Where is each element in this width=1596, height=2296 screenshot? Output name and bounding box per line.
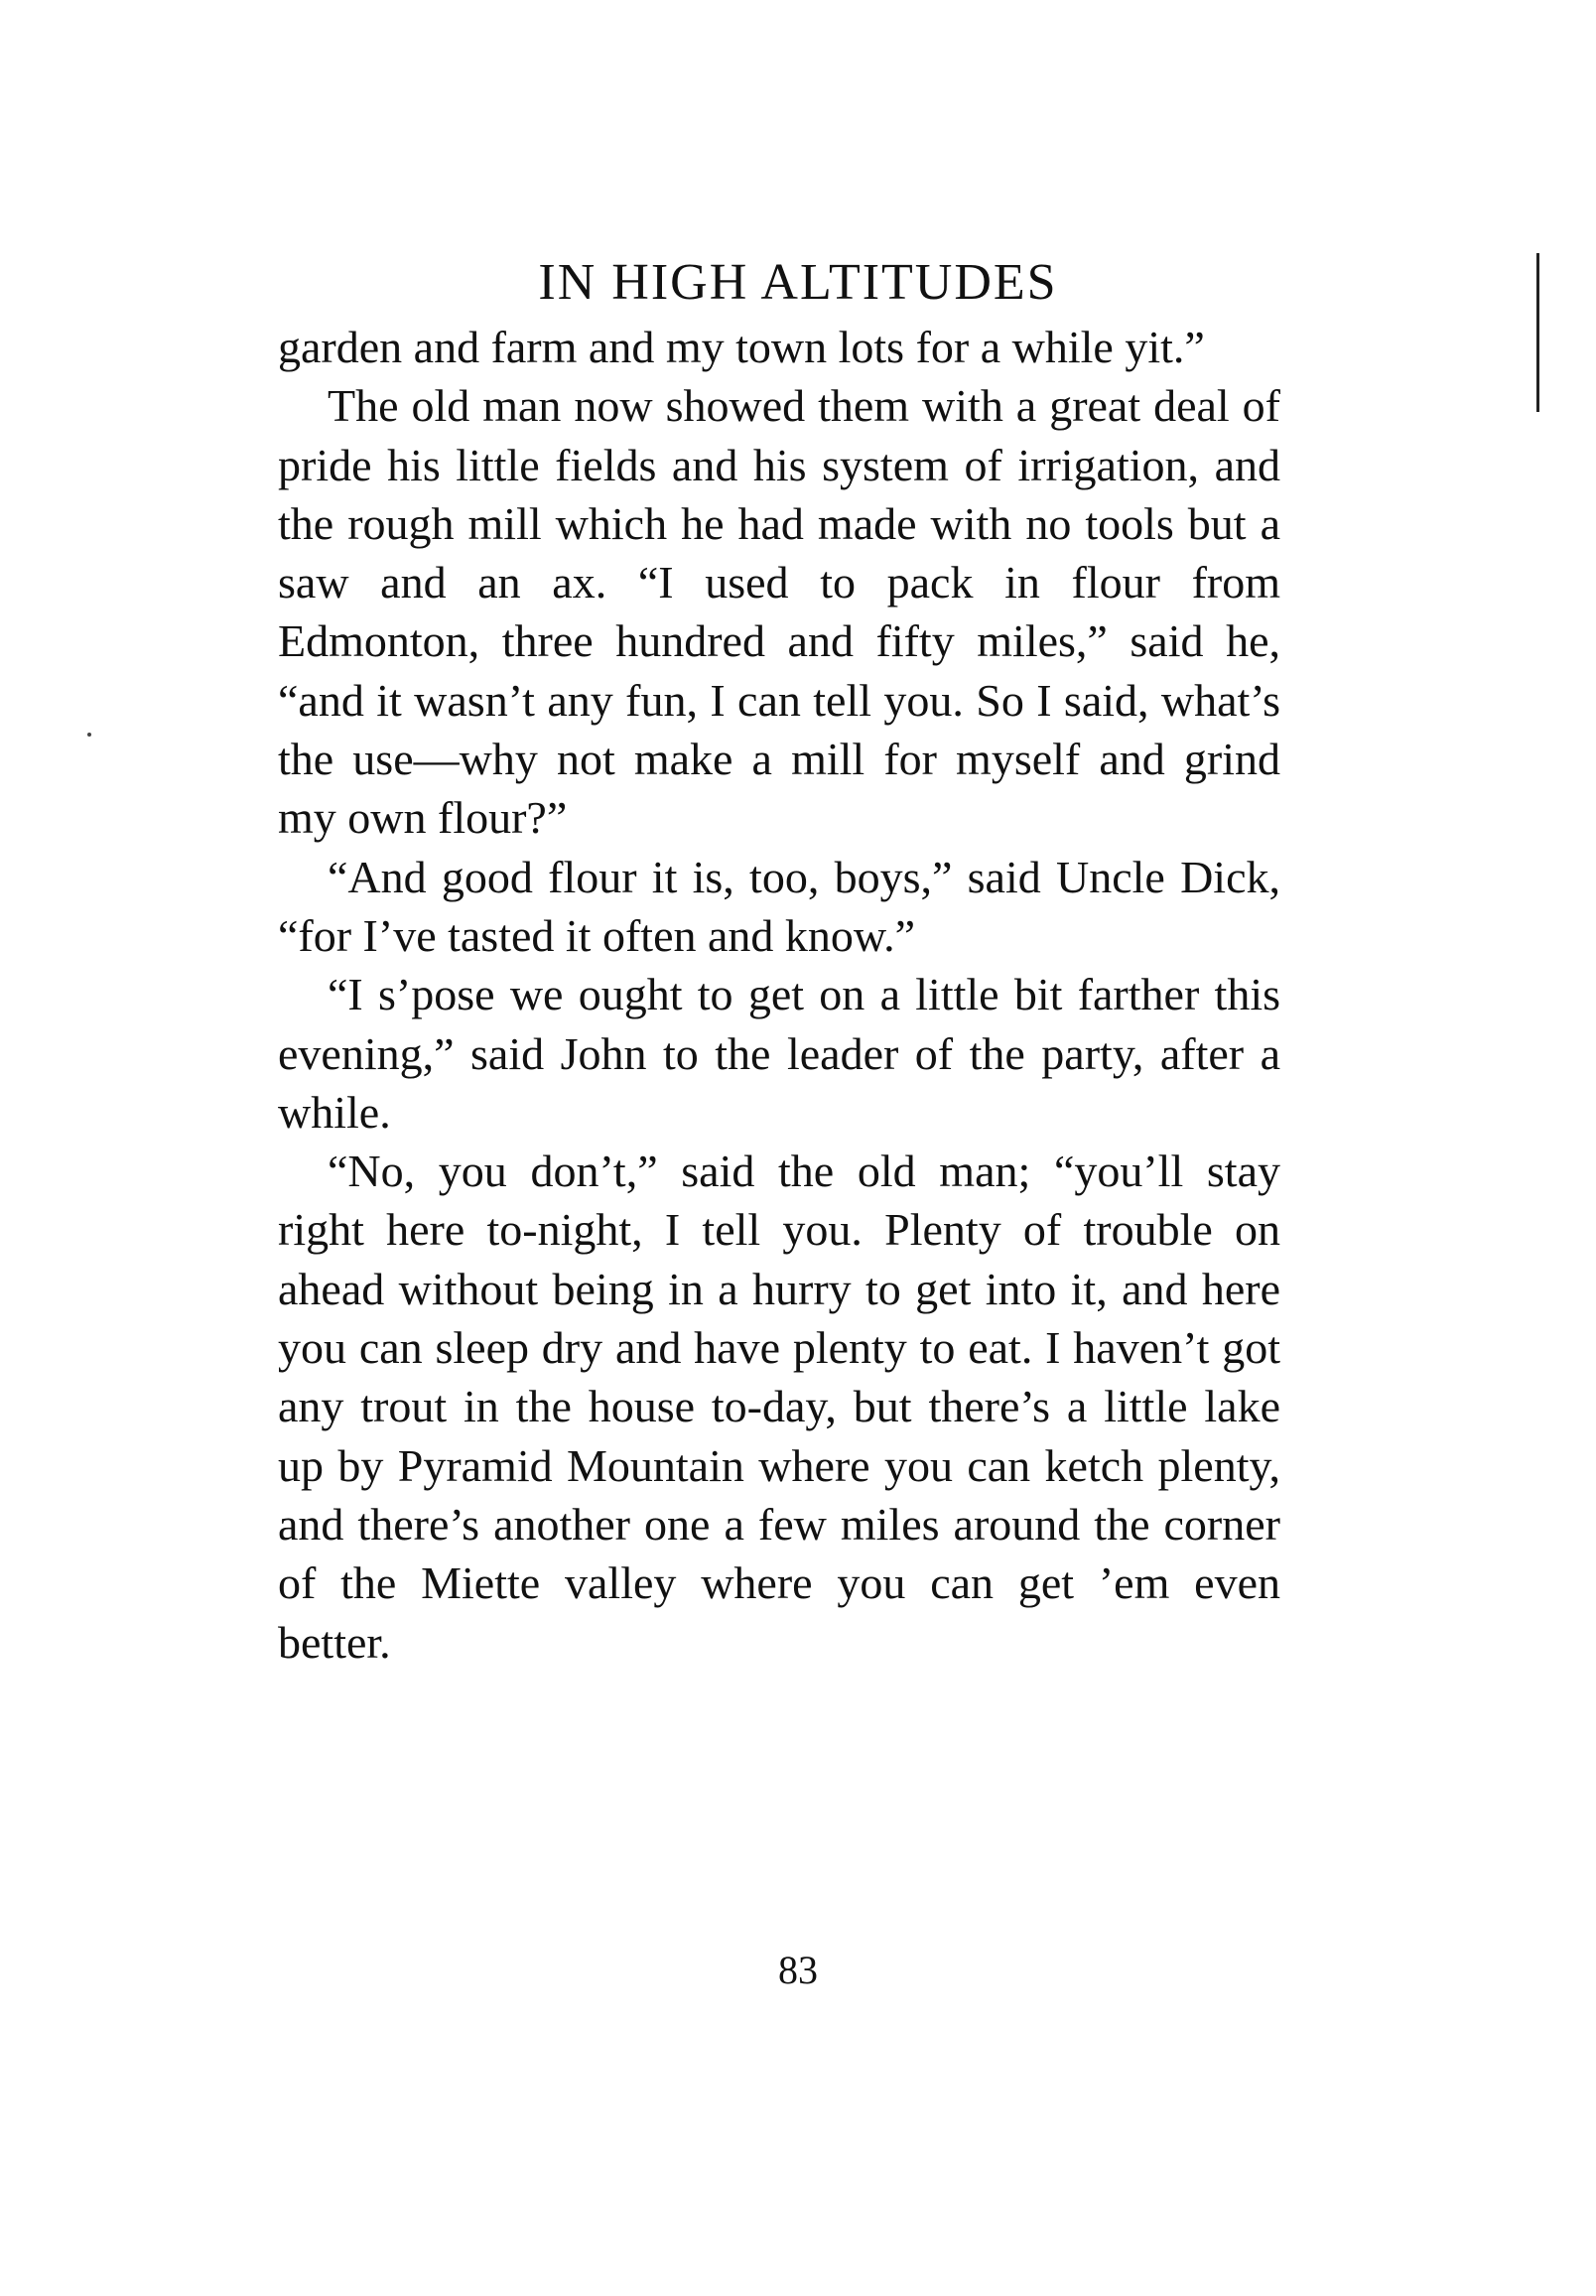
paragraph: The old man now showed them with a great deal of pride his little fields and his system of irrigation, and the rough mill which he had made with no tools but a saw and an ax. “I used to pack in flour from Edmonton, three hundred and fifty miles,” said he, “and it wasn’t any fun, I can tell you. So I said, what’s the use—why not make a mill for myself and grind my own flour?” (278, 380, 1280, 844)
page-number: 83 (778, 1948, 818, 1992)
paragraph: “And good flour it is, too, boys,” said Uncle Dick, “for I’ve tasted it often and know.” (278, 851, 1280, 961)
paragraph-continued: garden and farm and my town lots for a while yit.” (278, 322, 1205, 372)
body-text (278, 318, 1280, 1672)
paragraph: “No, you don’t,” said the old man; “you’ll stay right here to-night, I tell you. Plenty of trouble on ahead without being in a hurry to get into it, and here you can sleep dry and have plenty to eat. I haven’t got any trout in the house to-day, but there’s a little lake up by Pyramid Mountain where you can ketch plenty, and there’s another one a few miles around the corner of the Miette valley where you can get ’em even better. (278, 1146, 1280, 1668)
stray-mark (87, 733, 91, 737)
paragraph: “I s’pose we ought to get on a little bit farther this evening,” said John to the leader of the party, after a while. (278, 969, 1280, 1138)
margin-rule (1536, 253, 1539, 412)
running-head: IN HIGH ALTITUDES (538, 254, 1058, 311)
